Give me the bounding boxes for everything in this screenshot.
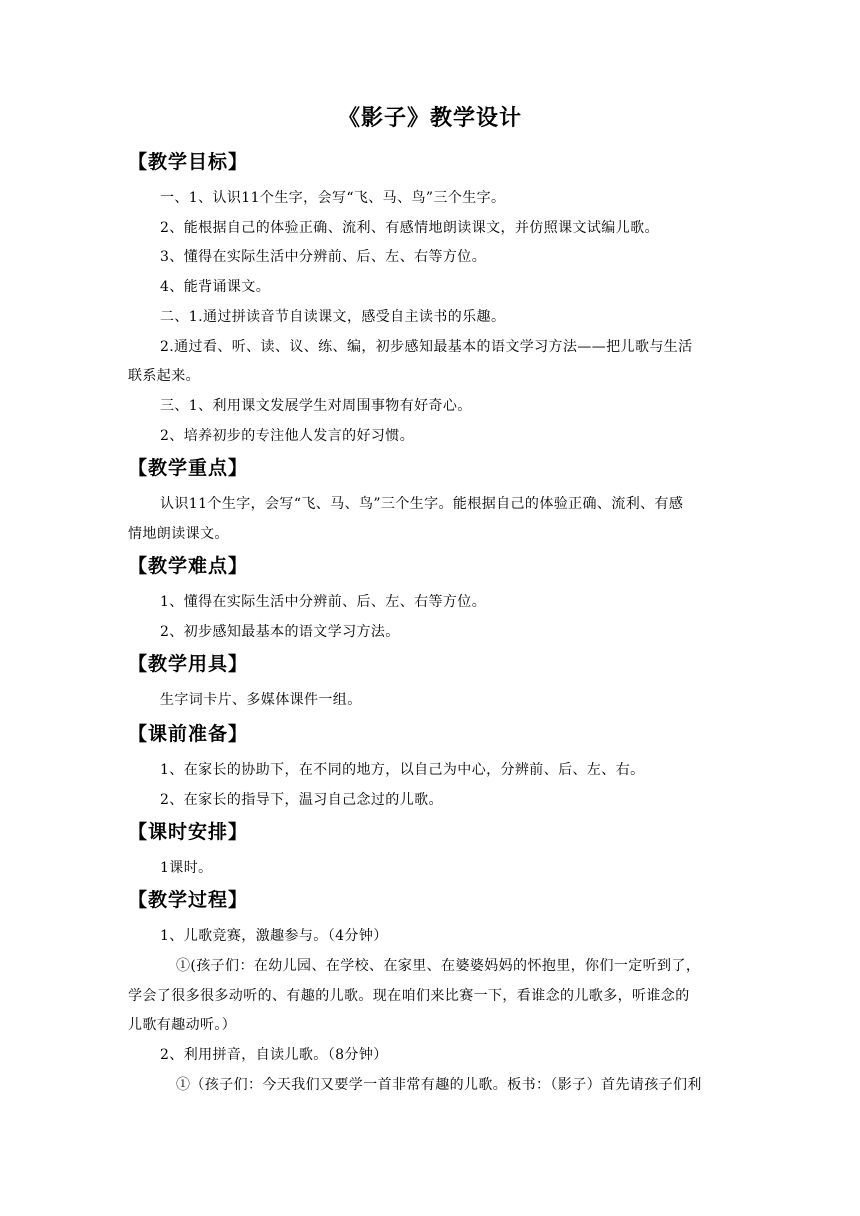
paragraph-line: 2、培养初步的专注他人发言的好习惯。 (160, 428, 415, 444)
paragraph-line: 1、儿歌竞赛，激趣参与。（4分钟） (160, 928, 388, 944)
section-heading-difficulties: 【教学难点】 (128, 555, 249, 577)
document-title: 《影子》教学设计 (337, 106, 522, 131)
paragraph-line: 2、初步感知最基本的语文学习方法。 (160, 624, 400, 640)
paragraph-line: 认识11个生字，会写“飞、马、鸟”三个生字。能根据自己的体验正确、流利、有感 (160, 496, 684, 512)
paragraph-line: 1、懂得在实际生活中分辨前、后、左、右等方位。 (160, 594, 487, 610)
paragraph-line: 生字词卡片、多媒体课件一组。 (160, 692, 362, 708)
paragraph-line: 情地朗读课文。 (128, 526, 229, 542)
paragraph-line: 三、1、利用课文发展学生对周围事物有好奇心。 (160, 398, 472, 414)
section-heading-process: 【教学过程】 (128, 889, 249, 911)
paragraph-line: 联系起来。 (128, 368, 200, 384)
paragraph-line: 3、懂得在实际生活中分辨前、后、左、右等方位。 (160, 249, 487, 265)
paragraph-line: ①（孩子们：今天我们又要学一首非常有趣的儿歌。板书：（影子）首先请孩子们利 (176, 1077, 702, 1093)
paragraph-line: 1课时。 (160, 860, 213, 876)
paragraph-line: 儿歌有趣动听。） (128, 1017, 237, 1033)
paragraph-line: 2、能根据自己的体验正确、流利、有感情地朗读课文，并仿照课文试编儿歌。 (160, 220, 659, 236)
paragraph-line: 2.通过看、听、读、议、练、编，初步感知最基本的语文学习方法——把儿歌与生活 (160, 339, 693, 355)
paragraph-line: 2、在家长的指导下，温习自己念过的儿歌。 (160, 792, 443, 808)
paragraph-line: 一、1、认识11个生字，会写“飞、马、鸟”三个生字。 (160, 190, 506, 206)
section-heading-schedule: 【课时安排】 (128, 821, 249, 843)
section-heading-tools: 【教学用具】 (128, 653, 249, 675)
section-heading-preparation: 【课前准备】 (128, 723, 249, 745)
paragraph-line: 2、利用拼音，自读儿歌。（8分钟） (160, 1047, 388, 1063)
paragraph-line: 二、1.通过拼读音节自读课文，感受自主读书的乐趣。 (160, 309, 506, 325)
paragraph-line: ①(孩子们：在幼儿园、在学校、在家里、在婆婆妈妈的怀抱里，你们一定听到了， (176, 958, 701, 974)
section-heading-key-points: 【教学重点】 (128, 457, 249, 479)
paragraph-line: 学会了很多很多动听的、有趣的儿歌。现在咱们来比赛一下，看谁念的儿歌多，听谁念的 (128, 988, 690, 1004)
section-heading-objectives: 【教学目标】 (128, 151, 249, 173)
paragraph-line: 1、在家长的协助下，在不同的地方，以自己为中心，分辨前、后、左、右。 (160, 762, 645, 778)
paragraph-line: 4、能背诵课文。 (160, 279, 271, 295)
